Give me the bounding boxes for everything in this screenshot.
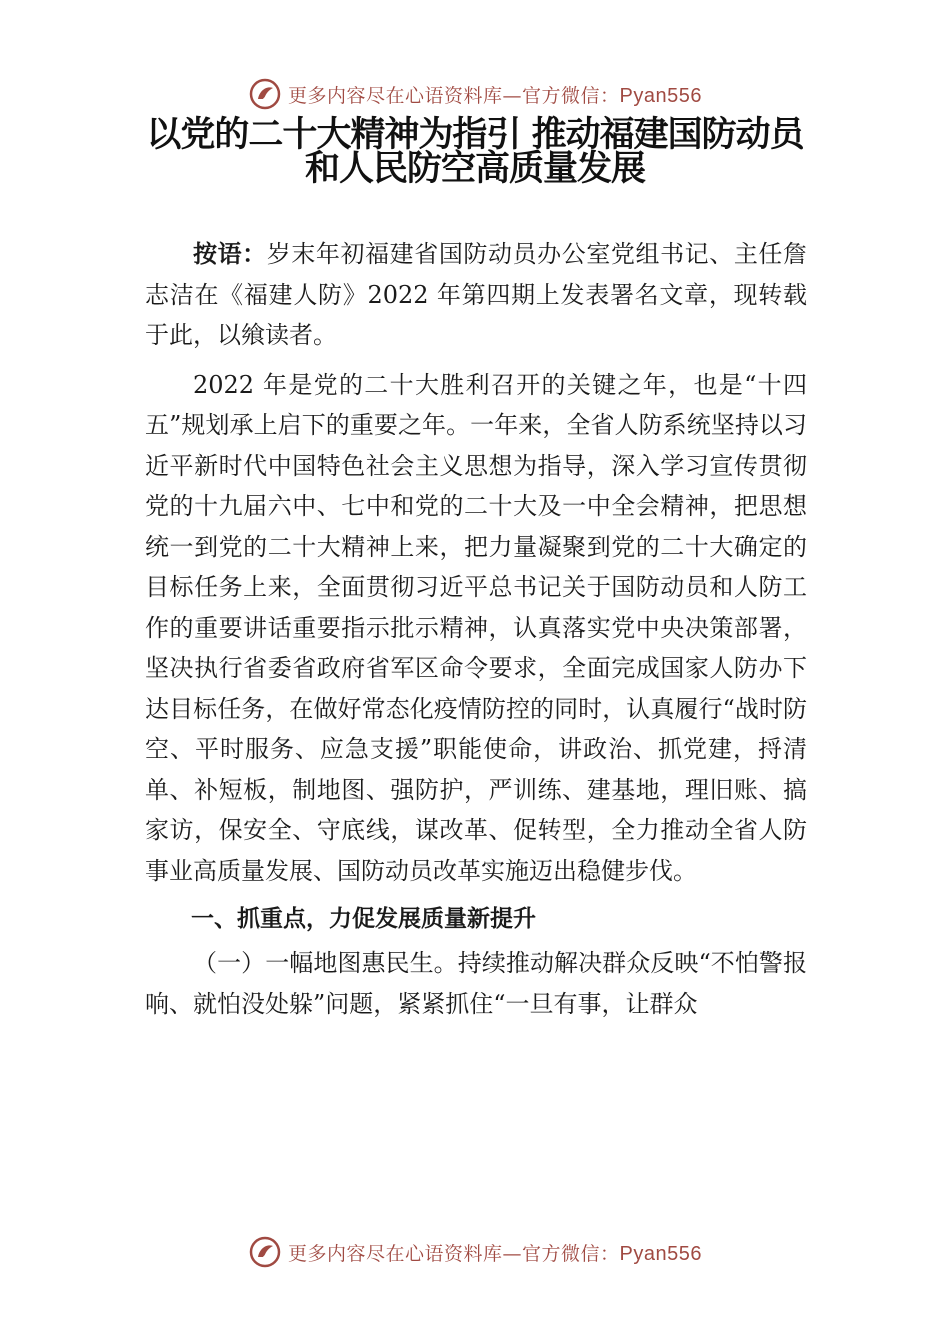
footer-watermark — [0, 1232, 950, 1272]
section-heading: 一、抓重点，力促发展质量新提升 — [191, 906, 536, 932]
library-logo-icon — [248, 77, 282, 111]
watermark-text: 更多内容尽在心语资料库—官方微信：Pyan556 — [288, 84, 702, 107]
preface-paragraph — [145, 234, 807, 356]
body-paragraph: 2022 年是党的二十大胜利召开的关键之年，也是“十四五”规划承上启下的重要之年。一年来，全省人防系统坚持以习近平新时代中国特色社会主义思想为指导，深入学习宣传贯彻党的十九届六中、七中和党的二十大及一中全会精神，把思想统一到党的二十大精神上来，把力量凝聚到党的二十大确定的目标任务上来，全面贯彻习近平总书记关于国防动员和人防工作的重要讲话重要指示批示精神，认真落实党中央决策部署，坚决执行省委省政府省军区命令要求，全面完成国家人防办下达目标任务，在做好常态化疫情防控的同时，认真履行“战时防空、平时服务、应急支援”职能使命，讲政治、抓党建，捋清单、补短板，制地图、强防护，严训练、建基地，理旧账、搞家访，保安全、守底线，谋改革、促转型，全力推动全省人防事业高质量发展、国防动员改革实施迈出稳健步伐。 — [145, 370, 807, 885]
preface-text: 岁末年初福建省国防动员办公室党组书记、主任詹志洁在《福建人防》2022 年第四期上发表署名文章，现转载于此，以飨读者。 — [145, 240, 807, 349]
document-title: 以党的二十大精神为指引 推动福建国防动员和人民防空高质量发展 — [146, 115, 804, 189]
article-body — [145, 234, 807, 1024]
watermark-text: 更多内容尽在心语资料库—官方微信：Pyan556 — [288, 1242, 702, 1265]
preface-label: 按语： — [193, 240, 267, 268]
library-logo-icon — [248, 1235, 282, 1269]
body-paragraph: （一）一幅地图惠民生。持续推动解决群众反映“不怕警报响、就怕没处躲”问题，紧紧抓住“一旦有事，让群众 — [145, 949, 807, 1018]
header-watermark — [0, 74, 950, 114]
